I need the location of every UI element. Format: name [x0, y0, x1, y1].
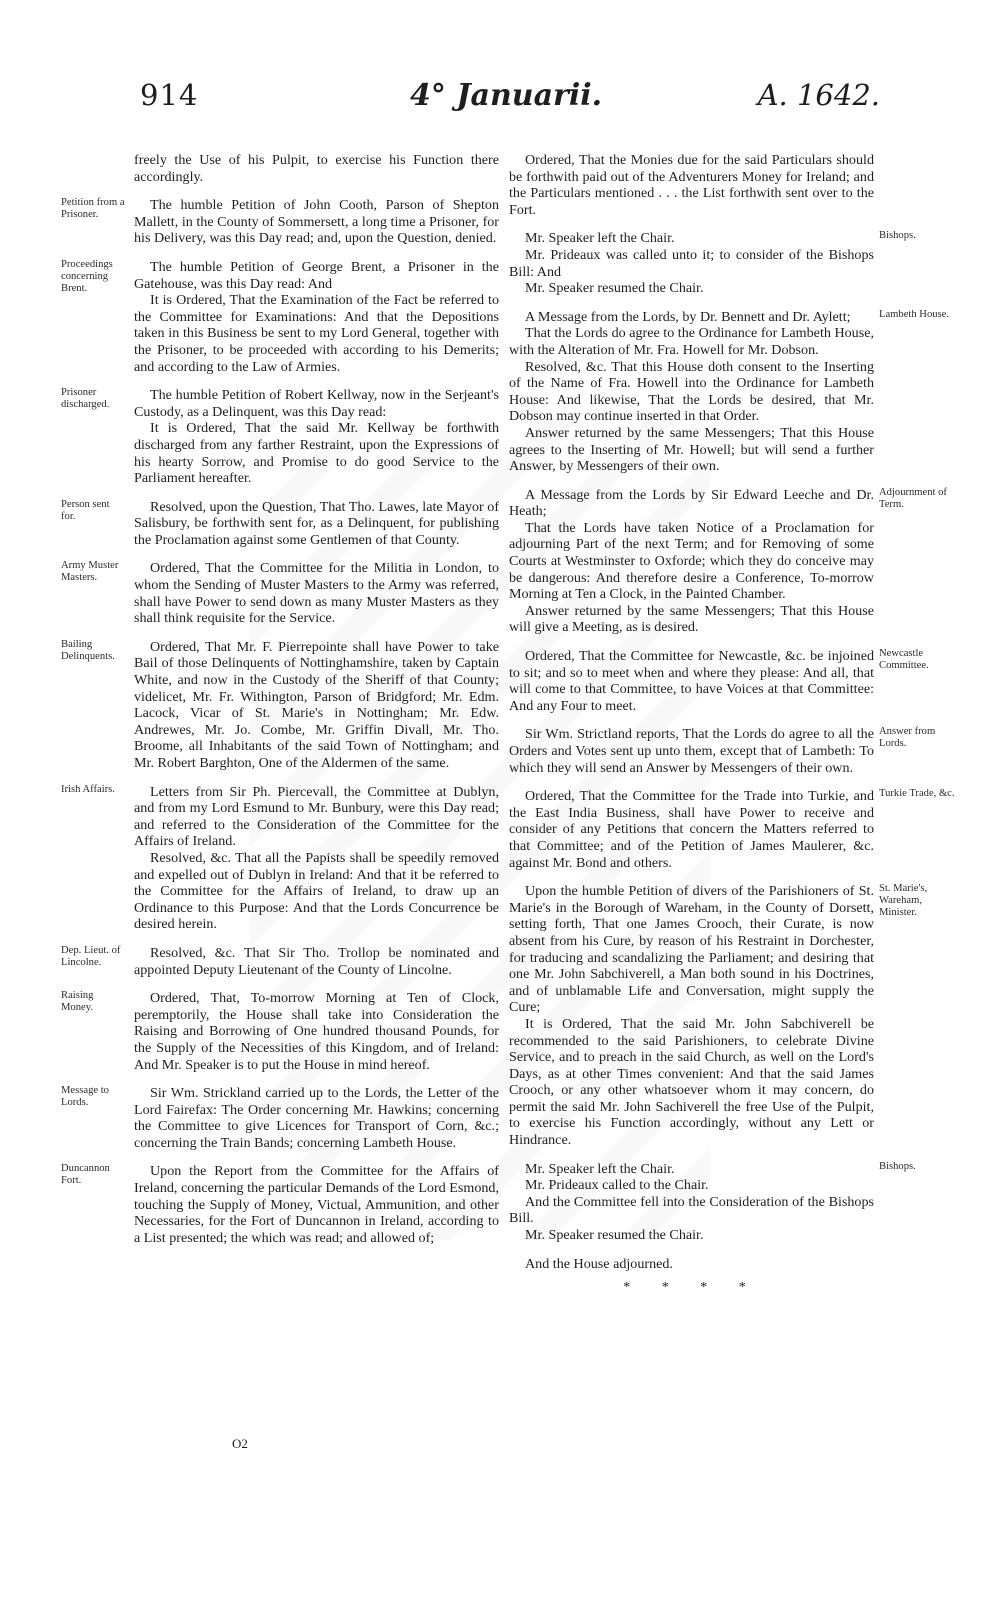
margin-note: Bailing Delinquents.	[61, 638, 115, 662]
page-number: 914	[140, 78, 199, 112]
paragraph: And the Committee fell into the Consideration of the Bishops Bill.	[509, 1193, 874, 1227]
paragraph: Bishops. Mr. Speaker left the Chair.	[509, 1161, 874, 1178]
right-column	[509, 152, 955, 1297]
end-ornament: * * * *	[623, 1280, 760, 1296]
paragraph: Army Muster Masters. Ordered, That the Committee for the Militia in London, to whom the Sending of Muster Masters to the Army was referred, shall have Power to send down as many Muster Masters as they shall think requisite for the Service.	[61, 560, 499, 627]
paragraph: Answer returned by the same Messengers; That this House will give a Meeting, as is desired.	[509, 602, 874, 636]
margin-note: Duncannon Fort.	[61, 1163, 110, 1187]
margin-note: Adjournment of Term.	[879, 486, 947, 510]
left-column	[61, 152, 500, 1246]
margin-note: Army Muster Masters.	[61, 560, 119, 584]
paragraph: Bishops. Mr. Speaker left the Chair.	[509, 230, 874, 247]
paragraph: freely the Use of his Pulpit, to exercise his Function there accordingly.	[134, 152, 499, 185]
paragraph: Proceedings concerning Brent. The humble Petition of George Brent, a Prisoner in the Gatehouse, was this Day read: And	[61, 258, 499, 294]
paragraph: Irish Affairs. Letters from Sir Ph. Piercevall, the Committee at Dublyn, and from my Lord Esmund to Mr. Bunbury, were this Day read; and referred to the Consideration of the Committee for the Affairs of Ireland.	[61, 783, 499, 850]
paragraph: Adjournment of Term. A Message from the Lords by Sir Edward Leeche and Dr. Heath;	[509, 487, 874, 520]
margin-note: Raising Money.	[61, 990, 94, 1014]
margin-note: Bishops.	[879, 1160, 916, 1172]
margin-note: Turkie Trade, &c.	[879, 788, 955, 800]
paragraph: Bailing Delinquents. Ordered, That Mr. F. Pierrepointe shall have Power to take Bail of those Delinquents of Nottinghamshire, taken by Captain White, and now in the Custody of the Sheriff of that County; videlicet, Mr. Fr. Withington, Parson of Bridgford; Mr. Edm. Lacock, Vicar of St. Marie's in Nottingham; Mr. Edw. Andrewes, Mr. Jo. Combe, Mr. Griffin Divall, Mr. Tho. Broome, all Inhabitants of the said Town of Nottingham; and Mr. Robert Barghton, One of the Aldermen of the same.	[61, 638, 499, 771]
margin-note: Dep. Lieut. of Lincolne.	[61, 944, 121, 968]
paragraph: And the House adjourned.	[525, 1255, 673, 1272]
paragraph: It is Ordered, That the Examination of the Fact be referred to the Committee for Examinations: And that the Depositions taken in this Business be sent to my Lord General, together with the Prisoner, to be proceeded with according to his Demerits; and according to the Law of Armies.	[134, 292, 499, 375]
margin-note: Proceedings concerning Brent.	[61, 258, 113, 294]
paragraph: Mr. Speaker resumed the Chair.	[525, 280, 704, 297]
page-year: A. 1642.	[757, 78, 880, 112]
paragraph: It is Ordered, That the said Mr. Kellway be forthwith discharged from any farther Restraint, upon the Expressions of his hearty Sorrow, and Promise to do good Service to the Parliament hereafter.	[134, 420, 499, 487]
margin-note: Message to Lords.	[61, 1085, 109, 1109]
paragraph: That the Lords do agree to the Ordinance for Lambeth House, with the Alteration of Mr. Fra. Howell for Mr. Dobson.	[509, 325, 874, 358]
paragraph: Petition from a Prisoner. The humble Petition of John Cooth, Parson of Shepton Mallett, in the County of Sommersett, a long time a Prisoner, for his Delivery, was this Day read; and, upon the Question, denied.	[61, 197, 499, 247]
page-header	[140, 78, 880, 138]
paragraph: Dep. Lieut. of Lincolne. Resolved, &c. That Sir Tho. Trollop be nominated and appointed Deputy Lieutenant of the County of Lincolne.	[61, 944, 499, 978]
paragraph: Message to Lords. Sir Wm. Strickland carried up to the Lords, the Letter of the Lord Fairefax: The Order concerning Mr. Hawkins; concerning the Committee to give Licences for Transport of Corn, &c.; concerning the Train Bands; concerning Lambeth House.	[61, 1085, 499, 1151]
paragraph: Mr. Speaker resumed the Chair.	[525, 1227, 704, 1244]
margin-note: Prisoner discharged.	[61, 387, 110, 411]
page-date: 4° Januarii.	[410, 78, 603, 113]
paragraph: Turkie Trade, &c. Ordered, That the Committee for the Trade into Turkie, and the East India Business, shall have Power to receive and consider of any Petitions that concern the Matters referred to that Committee; and of the Petition of James Maulerer, &c. against Mr. Bond and others.	[509, 788, 874, 871]
signature-mark: O2	[232, 1436, 248, 1451]
paragraph: It is Ordered, That the said Mr. John Sabchiverell be recommended to the said Parishioners, to celebrate Divine Service, and to preach in the said Church, as well on the Lord's Days, as at other Times convenient: And that the said James Crooch, or any other whatsoever whom it may concern, do permit the said Mr. John Sachiverell the free Use of the Pulpit, to exercise his Function accordingly, without any Lett or Hindrance.	[509, 1015, 874, 1149]
margin-note: St. Marie's, Wareham, Minister.	[879, 883, 928, 919]
margin-note: Bishops.	[879, 230, 916, 242]
paragraph: Prisoner discharged. The humble Petition of Robert Kellway, now in the Serjeant's Custody, as a Delinquent, was this Day read:	[61, 387, 499, 420]
margin-note: Lambeth House.	[879, 308, 950, 320]
paragraph: Raising Money. Ordered, That, To-morrow Morning at Ten of Clock, peremptorily, the House shall take into Consideration the Raising and Borrowing of One hundred thousand Pounds, for the Supply of the Necessities of this Kingdom, and of Ireland: And Mr. Speaker is to put the House in mind hereof.	[61, 990, 499, 1073]
paragraph: Mr. Prideaux called to the Chair.	[525, 1177, 709, 1194]
paragraph: Mr. Prideaux was called unto it; to consider of the Bishops Bill: And	[509, 246, 874, 280]
paragraph: That the Lords have taken Notice of a Proclamation for adjourning Part of the next Term; and for Removing of some Courts at Westminster to Oxforde; which they do conceive may be dangerous: And therefore desire a Conference, To-morrow Morning at Ten a Clock, in the Painted Chamber.	[509, 519, 874, 603]
margin-note: Person sent for.	[61, 498, 110, 522]
paragraph: Person sent for. Resolved, upon the Question, That Tho. Lawes, late Mayor of Salisbury, be forthwith sent for, as a Delinquent, for publishing the Proclamation against some Gentlemen of that County.	[61, 498, 500, 548]
paragraph: Answer from Lords. Sir Wm. Strictland reports, That the Lords do agree to all the Orders and Votes sent up unto them, except that of Lambeth: To which they will send an Answer by Messengers of their own.	[509, 726, 874, 776]
paragraph: Lambeth House. A Message from the Lords, by Dr. Bennett and Dr. Aylett;	[509, 309, 874, 326]
paragraph: Answer returned by the same Messengers; That this House agrees to the Inserting of Mr. Howell; but will send a further Answer, by Messengers of their own.	[509, 424, 874, 475]
margin-note: Irish Affairs.	[61, 783, 115, 795]
margin-note: Newcastle Committee.	[879, 648, 929, 672]
paragraph: Newcastle Committee. Ordered, That the Committee for Newcastle, &c. be injoined to sit; and so to meet when and where they please: And all, that will come to that Committee, to have Voices at that Committee: And any Four to meet.	[509, 648, 874, 714]
margin-note: Petition from a Prisoner.	[61, 197, 125, 221]
paragraph: Resolved, &c. That all the Papists shall be speedily removed and expelled out of Dublyn in Ireland: And that it be referred to the Committee for the Affairs of Ireland, to draw up an Ordinance to this Purpose: And that the Lords Concurrence be desired herein.	[134, 849, 499, 933]
paragraph: Resolved, &c. That this House doth consent to the Inserting of the Name of Fra. Howell into the Ordinance for Lambeth House: And likewise, That the Lords be desired, that Mr. Dobson may continue inserted in that Order.	[509, 358, 874, 425]
margin-note: Answer from Lords.	[879, 726, 936, 750]
paragraph: Duncannon Fort. Upon the Report from the Committee for the Affairs of Ireland, concerning the particular Demands of the Lord Esmond, touching the Supply of Money, Victual, Ammunition, and other Necessaries, for the Fort of Duncannon in Ireland, according to a List presented; the which was read; and allowed of;	[61, 1163, 499, 1246]
paragraph: St. Marie's, Wareham, Minister. Upon the humble Petition of divers of the Parishioners of St. Marie's in the Borough of Wareham, in the County of Dorsett, setting forth, That one James Crooch, their Curate, is now absent from his Cure, by reason of his Restraint in Dorchester, for traducing and scandalizing the Parliament; and desiring that one Mr. John Sabchiverell, a Man both sound in his Doctrines, and of unblamable Life and Conversation, might supply the Cure;	[509, 883, 874, 1016]
paragraph: Ordered, That the Monies due for the said Particulars should be forthwith paid out of the Adventurers Money for Ireland; and the Particulars mentioned . . . the List forthwith sent over to the Fort.	[509, 152, 874, 218]
